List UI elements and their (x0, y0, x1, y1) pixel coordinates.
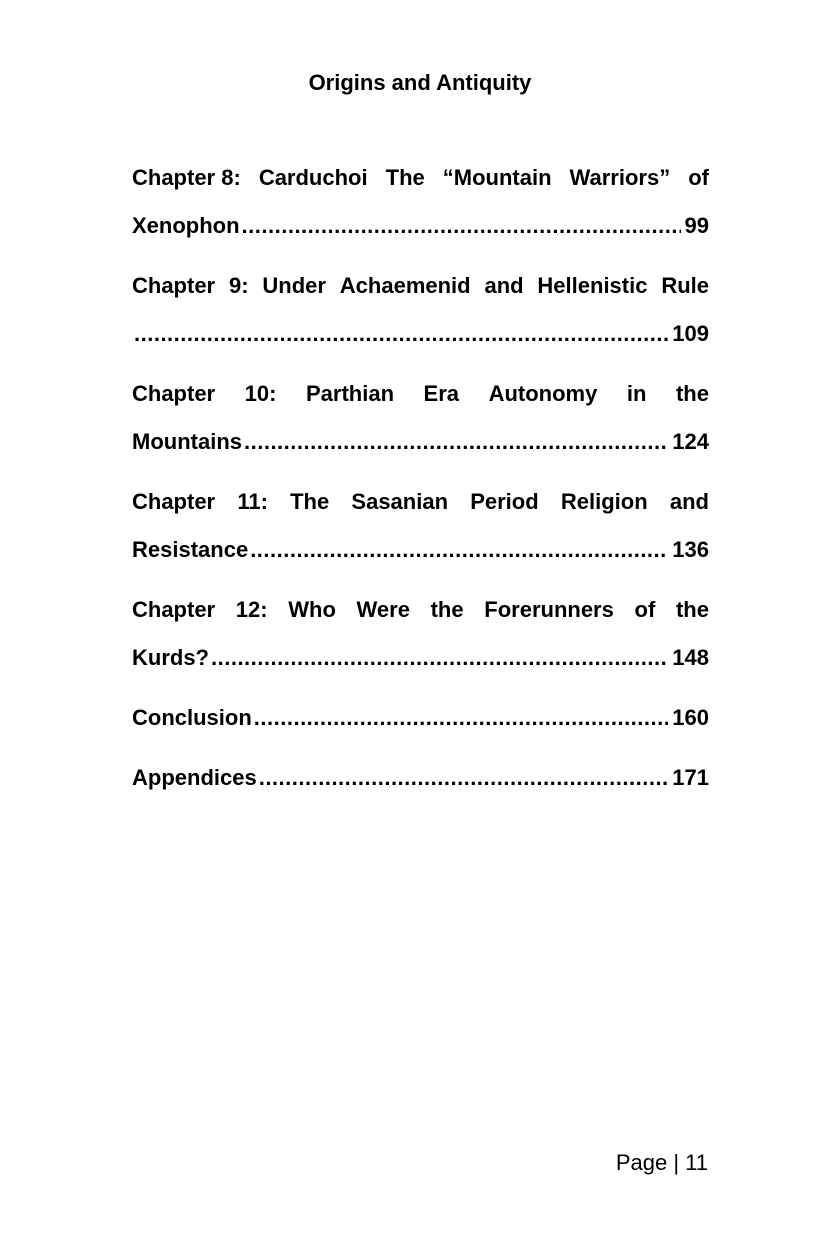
title-word: 11: (237, 489, 268, 514)
toc-entry-chapter-8[interactable] (132, 154, 709, 250)
page-number: 160 (672, 705, 709, 730)
title-word: of (634, 597, 656, 622)
title-word: Who (288, 597, 336, 622)
toc-entry-title-line (132, 586, 709, 634)
title-word: Under (262, 273, 326, 298)
title-word: Period (470, 489, 539, 514)
toc-entry-conclusion[interactable] (132, 694, 709, 742)
toc-entry-leader-line (132, 310, 709, 358)
page-number: 109 (672, 321, 709, 346)
toc-entry-title-line (132, 370, 709, 418)
page-number: 148 (672, 645, 709, 670)
page-number: 171 (672, 765, 709, 790)
toc-entry-chapter-11[interactable] (132, 478, 709, 574)
title-word: Chapter (132, 273, 216, 298)
toc-entry-leader-line (132, 418, 709, 466)
toc-entry-title: Appendices (132, 765, 257, 790)
toc-entry-title-end: Xenophon (132, 213, 240, 238)
table-of-contents (132, 154, 709, 814)
toc-entry-chapter-9[interactable] (132, 262, 709, 358)
title-word: in (626, 381, 647, 406)
page-number: 99 (684, 213, 709, 238)
title-word: the (675, 381, 709, 406)
dot-leader (244, 418, 668, 466)
toc-entry-title-line (132, 154, 709, 202)
title-word: Chapter (132, 597, 216, 622)
title-word: the (430, 597, 464, 622)
page-number-footer: Page | 11 (615, 1150, 708, 1175)
toc-entry-leader-line (132, 694, 709, 742)
title-word: Chapter (132, 489, 216, 514)
title-word: Chapter (132, 381, 216, 406)
title-word: Achaemenid (339, 273, 471, 298)
dot-leader (259, 754, 669, 802)
title-word: 10: (244, 381, 277, 406)
toc-entry-appendices[interactable] (132, 754, 709, 802)
title-word: Parthian (305, 381, 395, 406)
running-header: Origins and Antiquity (308, 70, 532, 95)
title-word: Chapter 8: (132, 165, 241, 190)
toc-entry-title: Conclusion (132, 705, 252, 730)
toc-entry-title-end: Kurds? (132, 645, 209, 670)
toc-entry-chapter-10[interactable] (132, 370, 709, 466)
title-word: The (290, 489, 330, 514)
title-word: Warriors” (569, 165, 671, 190)
dot-leader (134, 310, 668, 358)
title-word: Sasanian (351, 489, 449, 514)
title-word: the (675, 597, 709, 622)
toc-entry-leader-line (132, 526, 709, 574)
title-word: of (688, 165, 709, 190)
title-word: 12: (235, 597, 268, 622)
title-word: Religion (560, 489, 648, 514)
title-word: Autonomy (488, 381, 598, 406)
title-word: and (484, 273, 524, 298)
title-word: Rule (661, 273, 709, 298)
title-word: “Mountain (442, 165, 552, 190)
dot-leader (254, 694, 669, 742)
toc-entry-title-end: Resistance (132, 537, 249, 562)
title-word: Were (356, 597, 410, 622)
dot-leader (211, 634, 668, 682)
toc-entry-title-end: Mountains (132, 429, 242, 454)
toc-entry-chapter-12[interactable] (132, 586, 709, 682)
page-number: 136 (672, 537, 709, 562)
title-word: Era (423, 381, 460, 406)
title-word: Carduchoi (258, 165, 368, 190)
toc-entry-leader-line (132, 202, 709, 250)
dot-leader (242, 202, 681, 250)
title-word: The (385, 165, 425, 190)
toc-entry-leader-line (132, 754, 709, 802)
toc-entry-title-line (132, 478, 709, 526)
title-word: Hellenistic (537, 273, 648, 298)
dot-leader (250, 526, 668, 574)
toc-entry-title-line (132, 262, 709, 310)
title-word: Forerunners (484, 597, 614, 622)
title-word: and (669, 489, 709, 514)
page-number: 124 (672, 429, 709, 454)
title-word: 9: (228, 273, 249, 298)
toc-entry-leader-line (132, 634, 709, 682)
